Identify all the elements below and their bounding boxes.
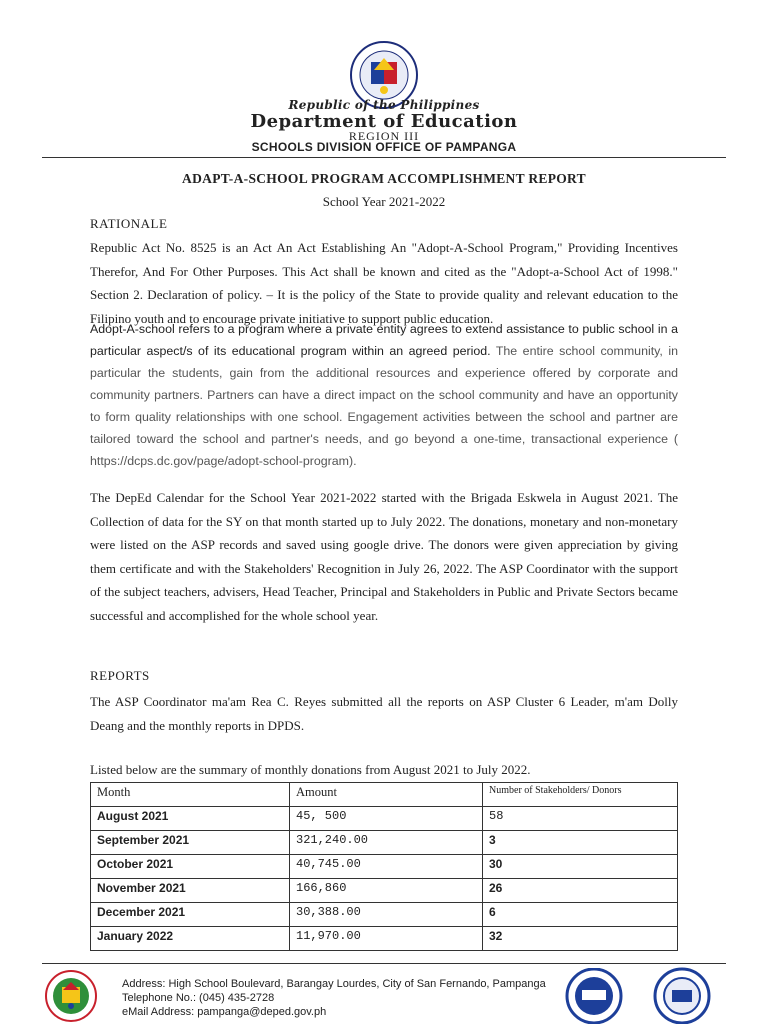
month-cell: September 2021 [91,831,290,855]
division-heading: SCHOOLS DIVISION OFFICE OF PAMPANGA [251,140,517,154]
amount-cell: 321,240.00 [290,831,483,855]
month-cell: December 2021 [91,903,290,927]
department-heading: Department of Education [250,111,518,132]
month-cell: November 2021 [91,879,290,903]
month-cell: January 2022 [91,927,290,951]
amount-cell: 11,970.00 [290,927,483,951]
donors-cell: 32 [483,927,678,951]
table-row [91,903,678,927]
header-month: Month [91,783,290,807]
footer-email: eMail Address: pampanga@deped.gov.ph [122,1006,327,1018]
certified-iqnet-badge-icon [560,968,628,1024]
donors-cell: 3 [483,831,678,855]
header-divider [42,157,726,158]
school-year: School Year 2021-2022 [322,194,446,209]
listed-below-text: Listed below are the summary of monthly donations from August 2021 to July 2022. [90,762,531,777]
rationale-definition: Adopt-A-school refers to a program where a private entity agrees to extend assistance to public school in a particular aspect/s of its educational program within an agreed period. [90,322,678,358]
donors-cell: 26 [483,879,678,903]
amount-cell: 166,860 [290,879,483,903]
republic-heading: Republic of the Philippines [288,98,480,112]
calendar-paragraph: The DepEd Calendar for the School Year 2021-2022 started with the Brigada Eskwela in August 2021. The Collection of data for the SY on that month started up to July 2022. The donations, monetary and non-monetary were listed on the ASP records and saved using google drive. The donors were given appreciation by giving them certificate and with the Stakeholders' Recognition in July 26, 2022. The ASP Coordinator with the support of the subject teachers, advisers, Head Teacher, Principal and Stakeholders in Public and Private Sectors became successful and accomplished for the whole school year. [90,490,678,623]
table-row [91,927,678,951]
reports-paragraph: The ASP Coordinator ma'am Rea C. Reyes submitted all the reports on ASP Cluster 6 Leader, m'am Dolly Deang and the monthly reports in DPDS. [90,694,678,733]
table-row [91,831,678,855]
donors-cell: 58 [483,807,678,831]
table-row [91,855,678,879]
certified-dqp-badge-icon [638,966,726,1024]
rationale-details: The entire school community, in particular the students, gain from the additional resources and experience offered by corporate and community partners. Partners can have a direct impact on the school community and have an opportunity to form quality relationships with one school. Engagement activities between the school and partner are tailored toward the school and partner's needs, and go beyond a one-time, transactional experience ( https://dcps.dc.gov/page/adopt-school-program). [90,344,678,468]
table-header-row [91,783,678,807]
rationale-heading: RATIONALE [90,216,168,231]
footer-divider [42,963,726,964]
donations-table [90,782,678,951]
footer-address: Address: High School Boulevard, Barangay Lourdes, City of San Fernando, Pampanga [122,978,546,990]
footer-telephone: Telephone No.: (045) 435-2728 [122,992,275,1004]
region-heading: REGION III [348,129,420,143]
header-amount: Amount [290,783,483,807]
month-cell: October 2021 [91,855,290,879]
amount-cell: 40,745.00 [290,855,483,879]
reports-heading: REPORTS [90,668,150,683]
table-row [91,807,678,831]
header-donors: Number of Stakeholders/ Donors [483,783,678,807]
amount-cell: 45, 500 [290,807,483,831]
sdo-pampanga-logo-icon [45,970,97,1022]
month-cell: August 2021 [91,807,290,831]
table-row [91,879,678,903]
donors-cell: 30 [483,855,678,879]
amount-cell: 30,388.00 [290,903,483,927]
rationale-paragraph-1: Republic Act No. 8525 is an Act An Act Establishing An "Adopt-A-School Program," Providing Incentives Therefor, And For Other Purposes. This Act shall be known and cited as the "Adopt-a-School Act of 1998." Section 2. Declaration of policy. – It is the policy of the State to provide quality and relevant education to the Filipino youth and to encourage private initiative to support public education. [90,240,678,326]
donors-cell: 6 [483,903,678,927]
footer-contact [122,977,546,1019]
rationale-paragraph-2 [90,318,678,472]
report-title: ADAPT-A-SCHOOL PROGRAM ACCOMPLISHMENT REPORT [182,171,586,186]
